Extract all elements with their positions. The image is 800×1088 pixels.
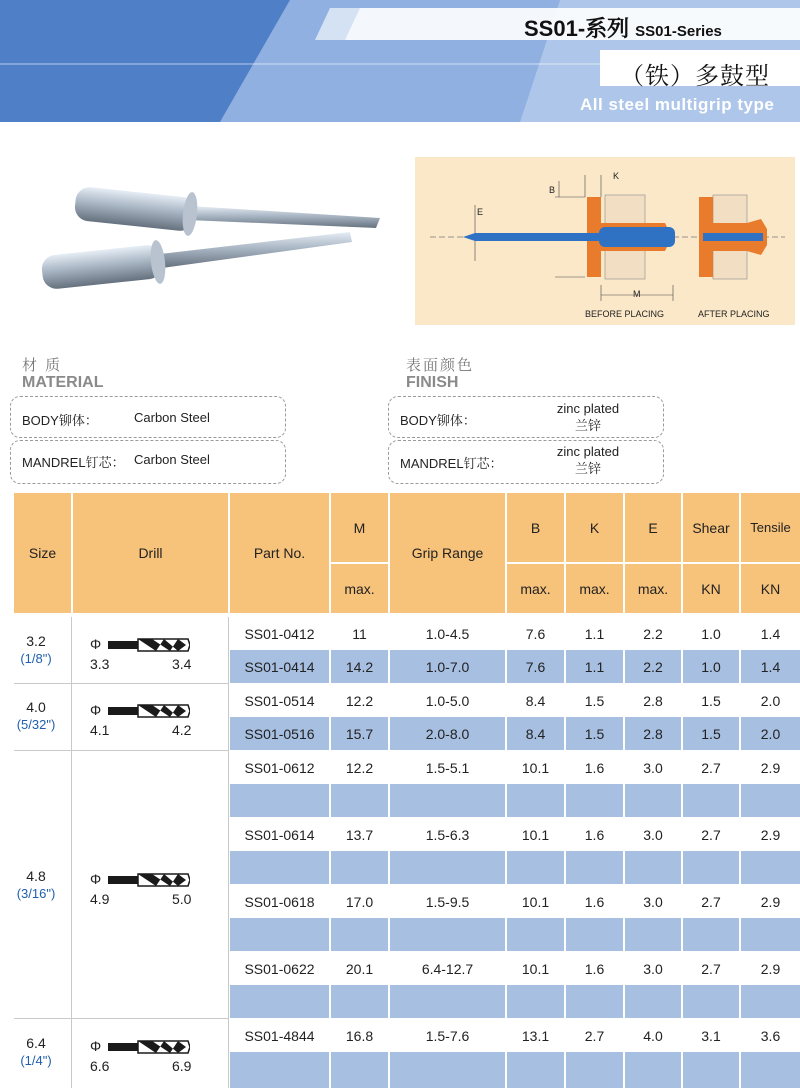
cell-grip: 1.5-7.6 [425,1027,470,1044]
column-separator [71,617,72,1088]
series-title-en: SS01-Series [635,23,722,40]
table-row-bg [230,918,800,951]
cell-b: 13.1 [521,1027,550,1044]
drill-bit-icon [108,1039,190,1055]
material-body-label: BODY铆体： [22,413,98,428]
cell-b: 10.1 [521,759,550,776]
diameter-symbol: Φ [90,702,102,718]
finish-body-value-zh: 兰锌 [574,418,601,433]
size-value: 6.4 [26,1035,46,1051]
cell-b: 8.4 [525,725,546,742]
material-mandrel-label: MANDREL钉芯： [22,455,125,470]
placement-drawing [415,157,795,325]
finish-mandrel-value [538,443,638,477]
diameter-symbol: Φ [90,871,102,887]
dim-m-label: M [633,289,641,299]
cell-shear: 2.7 [701,960,721,977]
header-b: B [507,493,564,562]
cell-m: 20.1 [345,960,374,977]
cell-shear: 3.1 [701,1027,721,1044]
material-label-en: MATERIAL [22,374,104,391]
group-separator [14,1018,228,1019]
drill-min: 3.3 [90,656,110,672]
cell-part-no: SS01-4844 [244,1027,315,1044]
cell-tensile: 1.4 [760,658,781,675]
cell-e: 2.2 [643,658,663,675]
cell-part-no: SS01-0516 [244,725,315,742]
cell-part-no: SS01-0618 [244,893,315,910]
cell-e: 3.0 [643,826,663,843]
drill-bit-icon [108,872,190,888]
drill-bit-icon [108,703,190,719]
drill-max: 3.4 [172,656,192,672]
rivet-1 [74,186,380,237]
cell-b: 10.1 [521,826,550,843]
header-m-unit: max. [331,564,388,613]
placement-diagram [415,157,795,325]
header-drill: Drill [73,493,228,613]
cell-m: 12.2 [345,692,374,709]
cell-k: 1.1 [584,625,605,642]
cell-e: 2.8 [643,692,663,709]
header-shear: Shear [683,493,739,562]
after-placing-label: AFTER PLACING [698,309,770,319]
header-e: E [625,493,681,562]
finish-body-label: BODY铆体： [400,413,476,428]
dim-e-label: E [477,207,484,217]
rivet-photo [30,170,390,310]
cell-grip: 1.5-5.1 [425,759,470,776]
cell-m: 16.8 [345,1027,374,1044]
before-placing-label: BEFORE PLACING [585,309,665,319]
cell-tensile: 2.9 [760,759,781,776]
cell-e: 3.0 [643,893,663,910]
series-title-zh: SS01-系列 [524,16,630,41]
cell-part-no: SS01-0514 [244,692,315,709]
cell-grip: 1.5-9.5 [425,893,470,910]
size-inch: (1/4") [20,1053,52,1068]
cell-tensile: 2.0 [760,692,781,709]
size-inch: (3/16") [16,886,56,901]
header-tensile: Tensile [741,493,800,562]
cell-m: 11 [352,625,367,642]
cell-e: 3.0 [643,960,663,977]
header-part-no: Part No. [230,493,329,613]
finish-body-value-en: zinc plated [556,401,620,416]
group-separator [14,683,228,684]
cell-grip: 1.0-5.0 [425,692,470,709]
drill-min: 4.9 [90,891,110,907]
cell-grip: 6.4-12.7 [421,960,474,977]
header-k: K [566,493,623,562]
cell-shear: 1.0 [701,658,721,675]
dim-k-label: K [613,171,620,181]
table-row-bg [230,1052,800,1088]
cell-grip: 1.0-4.5 [425,625,470,642]
dim-b-label: B [549,185,556,195]
cell-tensile: 2.9 [760,960,781,977]
finish-body-value [538,400,638,434]
cell-grip: 2.0-8.0 [425,725,470,742]
drill-max: 6.9 [172,1058,192,1074]
product-type-en: All steel multigrip type [580,95,775,114]
finish-mandrel-value-en: zinc plated [556,444,620,459]
cell-m: 17.0 [345,893,374,910]
drill-min: 6.6 [90,1058,110,1074]
cell-k: 1.5 [584,725,605,742]
drill-max: 5.0 [172,891,192,907]
cell-tensile: 2.9 [760,893,781,910]
header-b-unit: max. [507,564,564,613]
header-size: Size [14,493,71,613]
drill-max: 4.2 [172,722,192,738]
cell-k: 1.1 [584,658,605,675]
cell-shear: 1.5 [701,692,721,709]
cell-b: 8.4 [525,692,546,709]
cell-m: 15.7 [345,725,374,742]
cell-e: 4.0 [643,1027,663,1044]
size-inch: (5/32") [16,717,56,732]
cell-k: 1.5 [584,692,605,709]
cell-grip: 1.0-7.0 [425,658,470,675]
group-separator [14,750,228,751]
finish-mandrel-label: MANDREL钉芯： [400,456,503,471]
cell-k: 1.6 [584,826,605,843]
table-row-bg [230,784,800,817]
cell-e: 2.8 [643,725,663,742]
finish-mandrel-value-zh: 兰锌 [574,461,601,476]
cell-m: 12.2 [345,759,374,776]
table-row-bg [230,985,800,1018]
cell-e: 2.2 [643,625,663,642]
cell-shear: 2.7 [701,893,721,910]
cell-tensile: 1.4 [760,625,781,642]
cell-shear: 1.0 [701,625,721,642]
size-inch: (1/8") [20,651,52,666]
cell-tensile: 3.6 [760,1027,781,1044]
cell-part-no: SS01-0614 [244,826,315,843]
cell-k: 1.6 [584,960,605,977]
column-separator [228,617,229,1088]
header-shear-unit: KN [683,564,739,613]
drill-min: 4.1 [90,722,110,738]
diameter-symbol: Φ [90,636,102,652]
finish-label-en: FINISH [406,374,459,391]
cell-shear: 2.7 [701,759,721,776]
cell-grip: 1.5-6.3 [425,826,470,843]
size-value: 4.8 [26,868,46,884]
header-banner [0,0,800,122]
series-title [524,12,722,43]
diameter-symbol: Φ [90,1038,102,1054]
cell-part-no: SS01-0622 [244,960,315,977]
header-e-unit: max. [625,564,681,613]
material-label-zh: 材 质 [22,357,63,374]
table-row-bg [230,851,800,884]
rivet-2 [41,232,352,290]
cell-tensile: 2.9 [760,826,781,843]
cell-e: 3.0 [643,759,663,776]
cell-b: 10.1 [521,960,550,977]
cell-part-no: SS01-0612 [244,759,315,776]
material-body-value: Carbon Steel [134,410,210,425]
cell-k: 1.6 [584,759,605,776]
cell-m: 14.2 [345,658,374,675]
cell-shear: 2.7 [701,826,721,843]
cell-shear: 1.5 [701,725,721,742]
cell-tensile: 2.0 [760,725,781,742]
cell-b: 7.6 [525,625,546,642]
cell-k: 1.6 [584,893,605,910]
size-value: 4.0 [26,699,46,715]
cell-m: 13.7 [345,826,374,843]
header-k-unit: max. [566,564,623,613]
cell-b: 10.1 [521,893,550,910]
header-grip-range: Grip Range [390,493,505,613]
header-tensile-unit: KN [741,564,800,613]
finish-label-zh: 表面颜色 [406,357,475,374]
cell-k: 2.7 [584,1027,605,1044]
drill-bit-icon [108,637,190,653]
material-mandrel-value: Carbon Steel [134,452,210,467]
product-type-zh: （铁）多鼓型 [620,63,770,90]
cell-part-no: SS01-0414 [244,658,315,675]
size-value: 3.2 [26,633,46,649]
header-m: M [331,493,388,562]
cell-part-no: SS01-0412 [244,625,315,642]
cell-b: 7.6 [525,658,546,675]
